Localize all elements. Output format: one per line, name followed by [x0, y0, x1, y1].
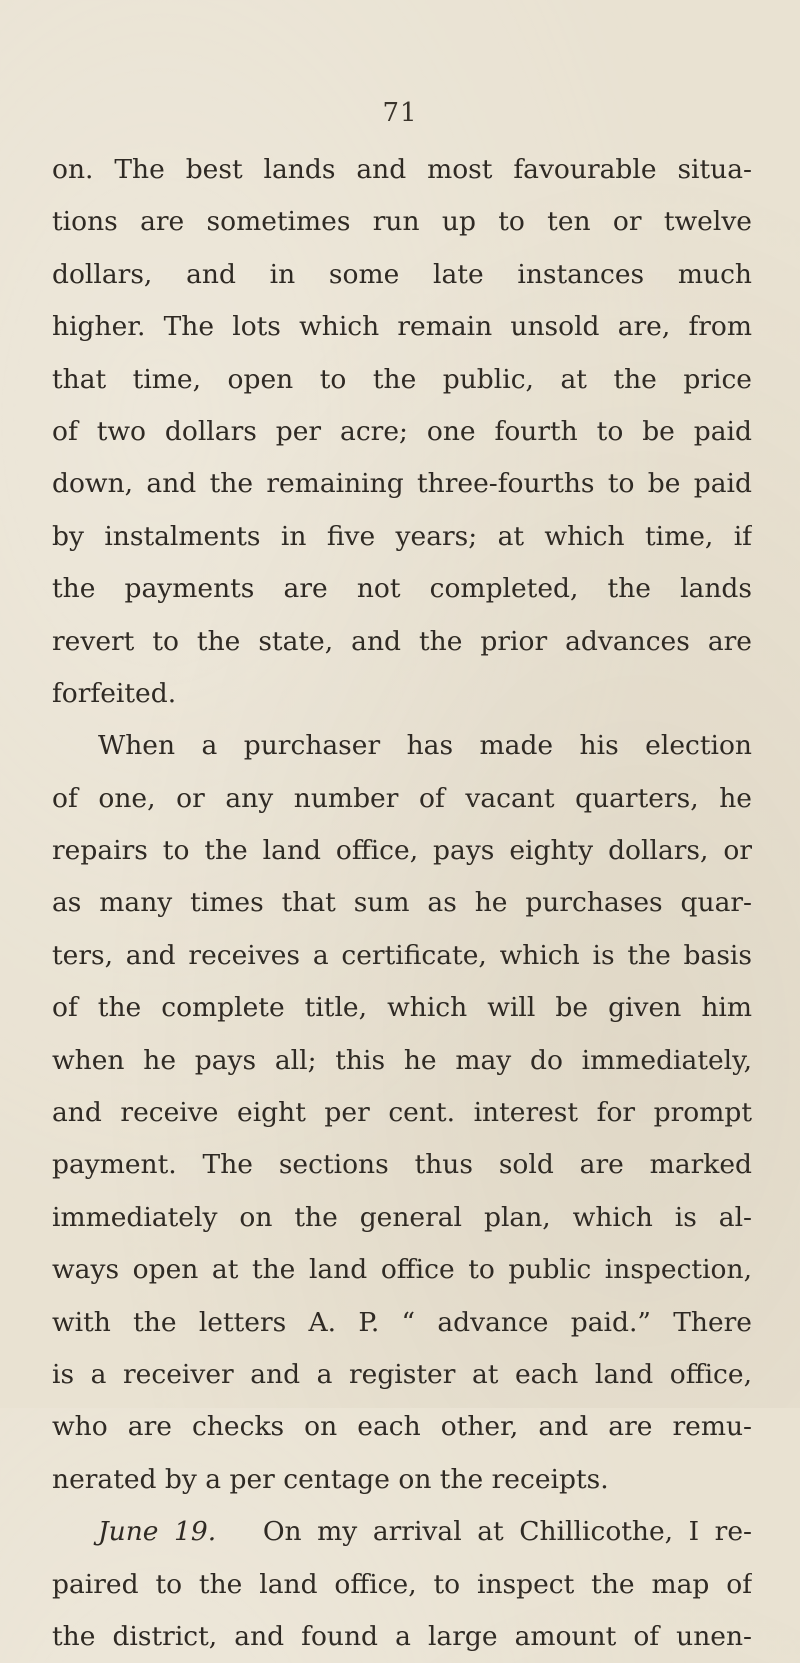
text-line: nerated by a per centage on the receipts.: [52, 1463, 609, 1495]
text-line: as many times that sum as he purchases quar-: [52, 887, 752, 919]
text-line: the payments are not completed, the lands: [52, 573, 752, 605]
body-text: [52, 144, 752, 1663]
text-line: the district, and found a large amount of unen-: [52, 1620, 752, 1652]
journal-entry-line: [52, 1506, 752, 1558]
text-line: ways open at the land office to public inspection,: [52, 1254, 752, 1286]
text-line: ters, and receives a certificate, which is the basis: [52, 939, 752, 971]
text-line: immediately on the general plan, which is al-: [52, 1201, 752, 1233]
text-line: with the letters A. P. “ advance paid.” There: [52, 1306, 752, 1338]
text-line: when he pays all; this he may do immediately,: [52, 1044, 752, 1076]
text-line: dollars, and in some late instances much: [52, 258, 752, 290]
text-line: of the complete title, which will be given him: [52, 992, 752, 1024]
text-line: is a receiver and a register at each land office,: [52, 1358, 752, 1390]
page-number: 71: [382, 98, 418, 128]
text-line: higher. The lots which remain unsold are, from: [52, 311, 752, 343]
text-line: on. The best lands and most favourable situa-: [52, 154, 752, 185]
text-line: paired to the land office, to inspect the map of: [52, 1568, 752, 1600]
text-line: who are checks on each other, and are remu-: [52, 1411, 752, 1443]
text-line: payment. The sections thus sold are marked: [52, 1149, 752, 1181]
text-line: forfeited.: [52, 677, 177, 709]
text-line: tions are sometimes run up to ten or twelve: [52, 206, 752, 238]
text-line: and receive eight per cent. interest for prompt: [52, 1097, 752, 1129]
text-line: that time, open to the public, at the price: [52, 363, 752, 395]
entry-text: On my arrival at Chillicothe, I re-: [262, 1516, 752, 1548]
entry-date: June 19.: [98, 1516, 217, 1548]
paragraph-start-line: When a purchaser has made his election: [98, 730, 752, 762]
text-line: of two dollars per acre; one fourth to be paid: [52, 415, 752, 447]
text-line: repairs to the land office, pays eighty dollars, or: [52, 835, 752, 867]
text-line: by instalments in five years; at which time, if: [52, 520, 752, 552]
text-line: down, and the remaining three-fourths to be paid: [52, 468, 752, 500]
text-line: revert to the state, and the prior advances are: [52, 625, 752, 657]
text-line: of one, or any number of vacant quarters, he: [52, 782, 752, 814]
